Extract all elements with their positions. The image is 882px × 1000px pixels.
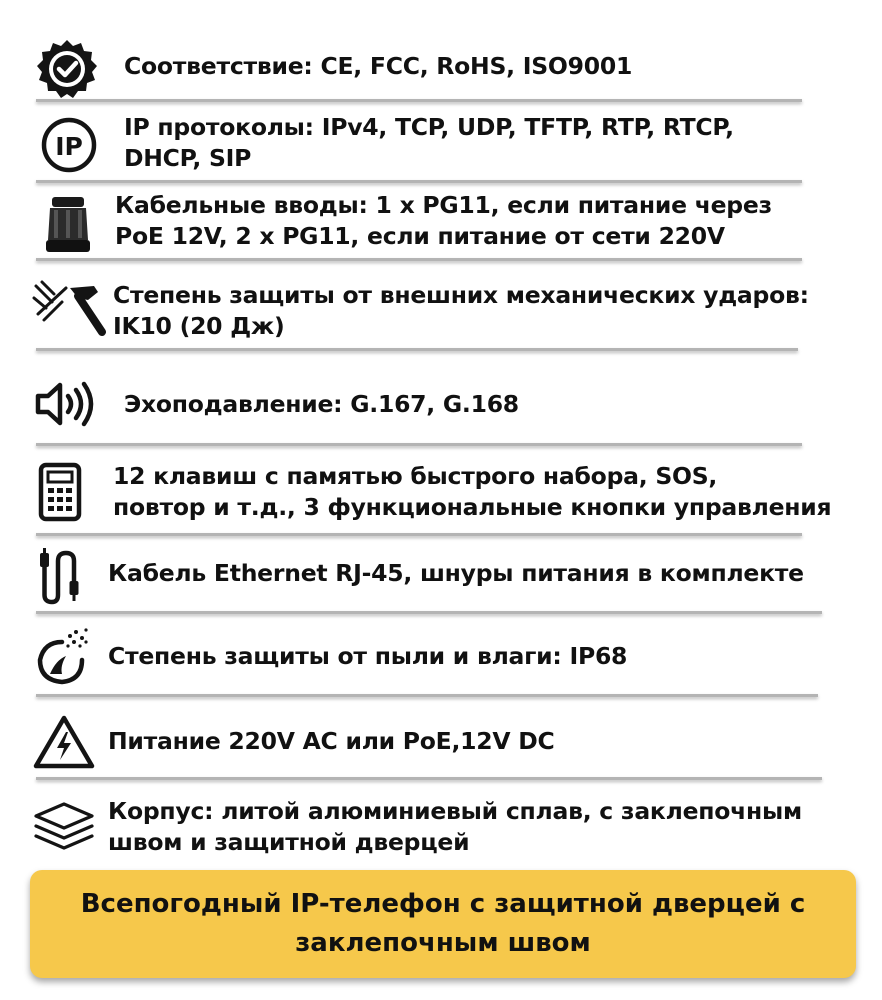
divider [36,99,802,102]
divider [36,533,802,536]
divider [36,611,822,614]
summary-banner [30,870,856,978]
high-voltage-icon [32,714,96,770]
divider [36,348,798,351]
divider [36,443,802,446]
layers-icon [32,800,96,852]
speaker-icon [34,380,102,428]
hammer-impact-icon [32,278,106,338]
divider [36,777,822,780]
feature-text: Степень защиты от внешних механических ударов: IK10 (20 Дж) [113,281,809,340]
ip-circle-icon [40,116,98,174]
keypad-icon [38,462,82,522]
cable-gland-icon [40,194,96,256]
feature-text: 12 клавиш с памятью быстрого набора, SOS, повтор и т.д., 3 функциональные кнопки управления [113,462,832,521]
feature-text: Корпус: литой алюминиевый сплав, с заклепочным швом и защитной дверцей [108,797,802,856]
certified-badge-icon [36,38,98,100]
cable-icon [36,547,98,605]
divider [36,258,802,261]
banner-title: Всепогодный IP-телефон с защитной дверцей с заклепочным швом [80,889,806,958]
feature-text: Кабель Ethernet RJ-45, шнуры питания в комплекте [108,559,804,587]
svg-text:IP: IP [55,132,83,161]
water-protection-icon [32,626,92,688]
feature-text: Эхоподавление: G.167, G.168 [124,390,519,418]
feature-text: Питание 220V AC или PoE,12V DC [108,727,555,755]
divider [36,180,802,183]
feature-text: IP протоколы: IPv4, TCP, UDP, TFTP, RTP, RTCP, DHCP, SIP [124,113,734,172]
feature-text: Соответствие: CE, FCC, RoHS, ISO9001 [124,52,633,80]
feature-text: Степень защиты от пыли и влаги: IP68 [108,642,628,670]
divider [36,694,818,697]
feature-text: Кабельные вводы: 1 x PG11, если питание через PoE 12V, 2 x PG11, если питание от сети 220V [115,191,772,250]
